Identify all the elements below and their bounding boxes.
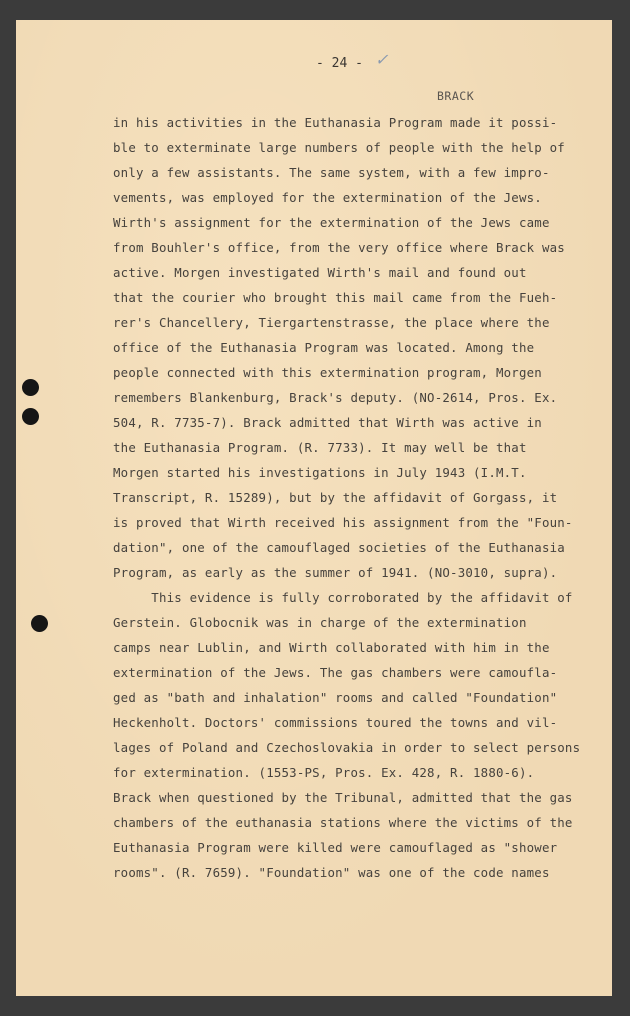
text-line: in his activities in the Euthanasia Program made it possi-	[113, 115, 558, 130]
text-line: for extermination. (1553-PS, Pros. Ex. 428, R. 1880-6).	[113, 765, 535, 780]
text-line: the Euthanasia Program. (R. 7733). It may well be that	[113, 440, 527, 455]
text-line: dation", one of the camouflaged societies of the Euthanasia	[113, 540, 565, 555]
text-line: extermination of the Jews. The gas chambers were camoufla-	[113, 665, 558, 680]
text-line: chambers of the euthanasia stations where the victims of the	[113, 815, 573, 830]
text-line: camps near Lublin, and Wirth collaborated with him in the	[113, 640, 550, 655]
text-line: Program, as early as the summer of 1941. (NO-3010, supra).	[113, 565, 558, 580]
text-line: Wirth's assignment for the extermination of the Jews came	[113, 215, 550, 230]
text-line: only a few assistants. The same system, with a few impro-	[113, 165, 550, 180]
text-line: rer's Chancellery, Tiergartenstrasse, the place where the	[113, 315, 550, 330]
text-line: from Bouhler's office, from the very office where Brack was	[113, 240, 565, 255]
punch-hole-bottom	[31, 615, 48, 632]
body-text	[113, 110, 583, 885]
text-line: vements, was employed for the extermination of the Jews.	[113, 190, 542, 205]
text-line: ged as "bath and inhalation" rooms and called "Foundation"	[113, 690, 558, 705]
text-line: ble to exterminate large numbers of people with the help of	[113, 140, 565, 155]
text-line: people connected with this extermination program, Morgen	[113, 365, 542, 380]
text-line: remembers Blankenburg, Brack's deputy. (NO-2614, Pros. Ex.	[113, 390, 558, 405]
text-line: is proved that Wirth received his assignment from the "Foun-	[113, 515, 573, 530]
text-line: Transcript, R. 15289), but by the affidavit of Gorgass, it	[113, 490, 558, 505]
text-line: lages of Poland and Czechoslovakia in order to select persons	[113, 740, 581, 755]
text-line: Euthanasia Program were killed were camouflaged as "shower	[113, 840, 558, 855]
check-mark: ✓	[375, 50, 389, 69]
text-line: Morgen started his investigations in July 1943 (I.M.T.	[113, 465, 527, 480]
text-line: 504, R. 7735-7). Brack admitted that Wirth was active in	[113, 415, 542, 430]
text-line: Gerstein. Globocnik was in charge of the extermination	[113, 615, 527, 630]
text-line: Heckenholt. Doctors' commissions toured the towns and vil-	[113, 715, 558, 730]
text-line: active. Morgen investigated Wirth's mail and found out	[113, 265, 527, 280]
page-number: - 24 -	[316, 56, 363, 71]
running-header: BRACK	[437, 89, 475, 103]
text-line: Brack when questioned by the Tribunal, admitted that the gas	[113, 790, 573, 805]
text-line: This evidence is fully corroborated by the affidavit of	[113, 590, 573, 605]
text-line: that the courier who brought this mail came from the Fueh-	[113, 290, 558, 305]
text-line: office of the Euthanasia Program was located. Among the	[113, 340, 535, 355]
punch-hole-middle	[22, 408, 39, 425]
text-line: rooms". (R. 7659). "Foundation" was one of the code names	[113, 865, 550, 880]
punch-hole-top	[22, 379, 39, 396]
